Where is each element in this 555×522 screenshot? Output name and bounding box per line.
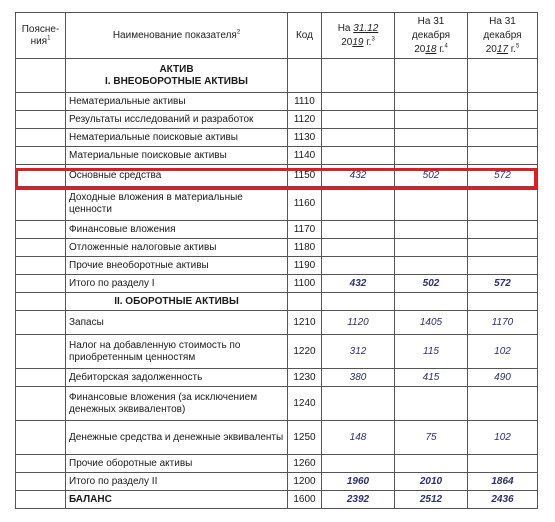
header-date-3: На 31 декабря 2017 г.$^5$: [468, 13, 538, 59]
balance-sheet: [15, 12, 537, 509]
table-row: Нематериальные поисковые активы 1130: [16, 129, 538, 147]
table-row-fixed-assets: Основные средства 1150 432 502 572: [16, 165, 538, 187]
table-row: Финансовые вложения (за исключением денежных эквивалентов) 1240: [16, 387, 538, 421]
section-heading-row: [16, 59, 538, 93]
table-row: Финансовые вложения 1170: [16, 221, 538, 239]
table-row: Запасы 1210 1120 1405 1170: [16, 311, 538, 335]
section-heading: АКТИВ I. ВНЕОБОРОТНЫЕ АКТИВЫ: [66, 59, 288, 93]
table-row: Дебиторская задолженность 1230 380 415 490: [16, 369, 538, 387]
table-row: Отложенные налоговые активы 1180: [16, 239, 538, 257]
table-row: Прочие внеоборотные активы 1190: [16, 257, 538, 275]
table-row: Денежные средства и денежные эквиваленты 1250 148 75 102: [16, 421, 538, 455]
balance-table: [15, 12, 538, 509]
table-row: Результаты исследований и разработок 1120: [16, 111, 538, 129]
header-code: Код: [288, 13, 322, 59]
table-row-balance: БАЛАНС 1600 2392 2512 2436: [16, 491, 538, 509]
header-note: Поясне-ния$^1$: [16, 13, 66, 59]
table-row: Материальные поисковые активы 1140: [16, 147, 538, 165]
table-row-subtotal-1: Итого по разделу I 1100 432 502 572: [16, 275, 538, 293]
header-row: [16, 13, 538, 59]
table-row: Налог на добавленную стоимость по приобретенным ценностям 1220 312 115 102: [16, 335, 538, 369]
section-2-heading: II. ОБОРОТНЫЕ АКТИВЫ: [66, 293, 288, 311]
header-date-2: На 31 декабря 2018 г.$^4$: [395, 13, 468, 59]
table-row: Нематериальные активы 1110: [16, 93, 538, 111]
table-row: Доходные вложения в материальные ценности 1160: [16, 187, 538, 221]
header-name: Наименование показателя$^2$: [66, 13, 288, 59]
table-row: Прочие оборотные активы 1260: [16, 455, 538, 473]
section-2-heading-row: [16, 293, 538, 311]
header-date-1: На 31.12 2019 г.$^3$: [322, 13, 395, 59]
table-row-subtotal-2: Итого по разделу II 1200 1960 2010 1864: [16, 473, 538, 491]
